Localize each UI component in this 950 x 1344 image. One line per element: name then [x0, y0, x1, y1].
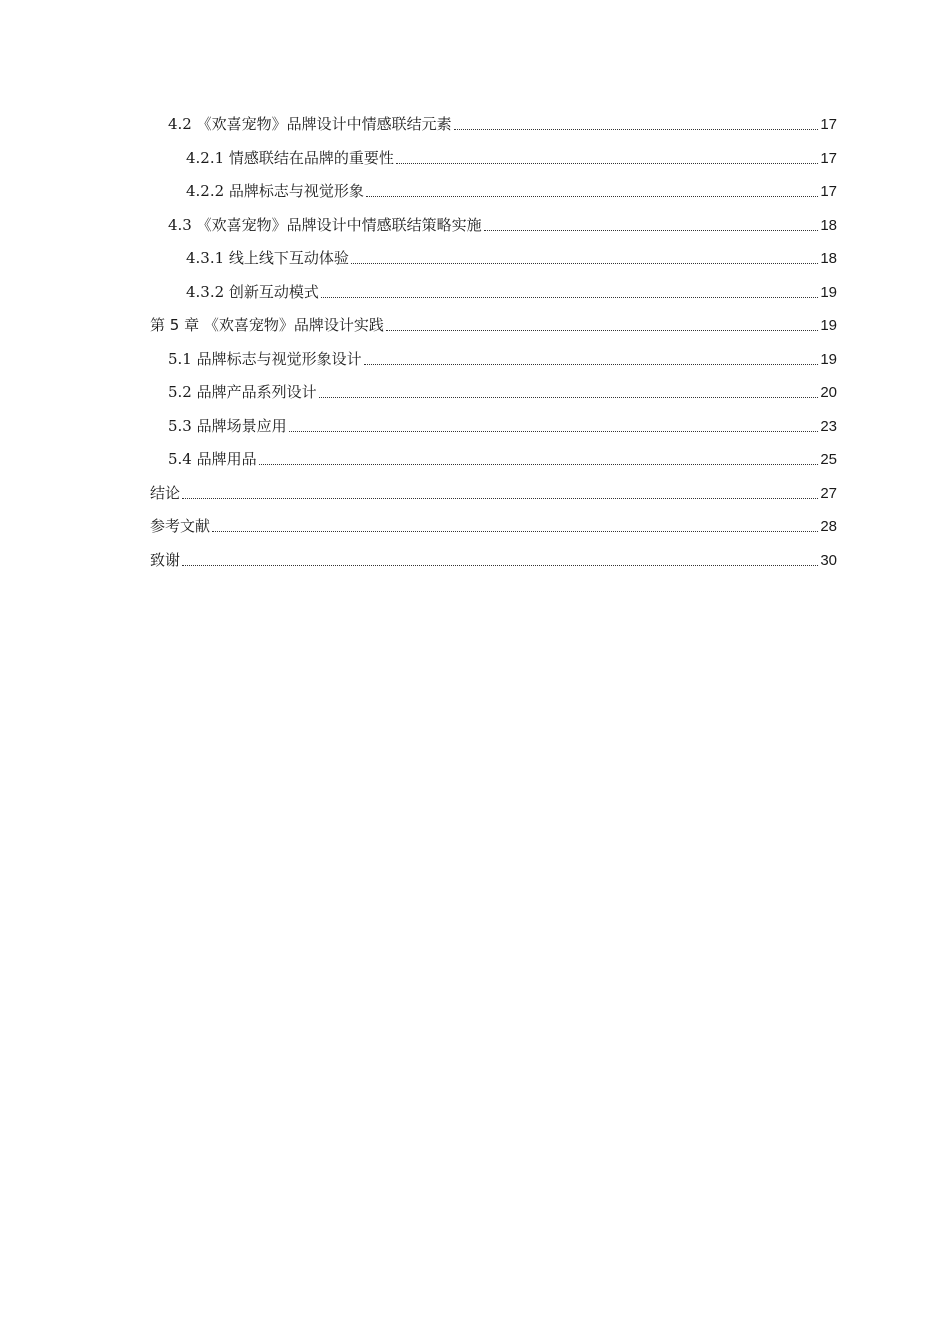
- toc-entry-page: 23: [820, 417, 837, 435]
- toc-entry-5-2[interactable]: [0, 376, 950, 410]
- toc-entry-title: 参考文献: [150, 517, 211, 535]
- toc-entry-5-1[interactable]: [0, 343, 950, 377]
- toc-dot-leader: [289, 431, 819, 432]
- toc-entry-page: 27: [820, 484, 837, 502]
- toc-entry-5-4[interactable]: [0, 443, 950, 477]
- toc-entry-4-2[interactable]: [0, 108, 950, 142]
- toc-dot-leader: [484, 230, 819, 231]
- toc-entry-title: 致谢: [150, 550, 181, 569]
- toc-entry-title: 4.2.1 情感联结在品牌的重要性: [186, 148, 394, 167]
- toc-entry-page: 20: [820, 384, 837, 401]
- toc-dot-leader: [396, 163, 818, 164]
- toc-entry-title: 结论: [150, 483, 181, 502]
- toc-entry-4-3-2[interactable]: [0, 276, 950, 310]
- toc-entry-title: 4.2 《欢喜宠物》品牌设计中情感联结元素: [168, 115, 452, 133]
- toc-entry-5-3[interactable]: [0, 410, 950, 444]
- toc-dot-leader: [182, 565, 818, 566]
- toc-entry-title: 5.2 品牌产品系列设计: [168, 383, 317, 401]
- toc-entry-title: 5.1 品牌标志与视觉形象设计: [168, 349, 362, 368]
- toc-entry-title: 4.3 《欢喜宠物》品牌设计中情感联结策略实施: [168, 215, 482, 234]
- toc-dot-leader: [386, 330, 818, 331]
- toc-entry-4-2-1[interactable]: [0, 142, 950, 176]
- toc-dot-leader: [351, 263, 818, 264]
- toc-entry-page: 17: [820, 149, 837, 167]
- table-of-contents: [0, 108, 950, 577]
- toc-entry-title: 5.4 品牌用品: [168, 450, 257, 468]
- toc-dot-leader: [321, 297, 818, 298]
- toc-entry-page: 18: [820, 216, 837, 234]
- toc-entry-title: 4.2.2 品牌标志与视觉形象: [186, 182, 364, 200]
- toc-entry-title: 4.3.2 创新互动模式: [186, 282, 319, 301]
- toc-entry-page: 25: [820, 451, 837, 468]
- toc-entry-title: 第 5 章 《欢喜宠物》品牌设计实践: [150, 316, 384, 334]
- toc-entry-title: 4.3.1 线上线下互动体验: [186, 249, 349, 267]
- toc-dot-leader: [364, 364, 819, 365]
- toc-entry-page: 17: [820, 116, 837, 133]
- toc-entry-4-2-2[interactable]: [0, 175, 950, 209]
- toc-dot-leader: [182, 498, 818, 499]
- toc-entry-chapter-5[interactable]: [0, 309, 950, 343]
- toc-entry-page: 30: [820, 551, 837, 569]
- toc-dot-leader: [454, 129, 819, 130]
- toc-dot-leader: [366, 196, 818, 197]
- toc-dot-leader: [319, 397, 819, 398]
- toc-entry-4-3[interactable]: [0, 209, 950, 243]
- toc-entry-title: 5.3 品牌场景应用: [168, 416, 287, 435]
- toc-entry-references[interactable]: [0, 510, 950, 544]
- toc-entry-page: 19: [820, 350, 837, 368]
- toc-entry-page: 17: [820, 183, 837, 200]
- toc-dot-leader: [259, 464, 819, 465]
- toc-entry-conclusion[interactable]: [0, 477, 950, 511]
- toc-dot-leader: [212, 531, 818, 532]
- toc-entry-acknowledgements[interactable]: [0, 544, 950, 578]
- toc-entry-page: 19: [820, 283, 837, 301]
- toc-entry-page: 28: [820, 518, 837, 535]
- toc-entry-4-3-1[interactable]: [0, 242, 950, 276]
- toc-entry-page: 18: [820, 250, 837, 267]
- toc-entry-page: 19: [820, 317, 837, 334]
